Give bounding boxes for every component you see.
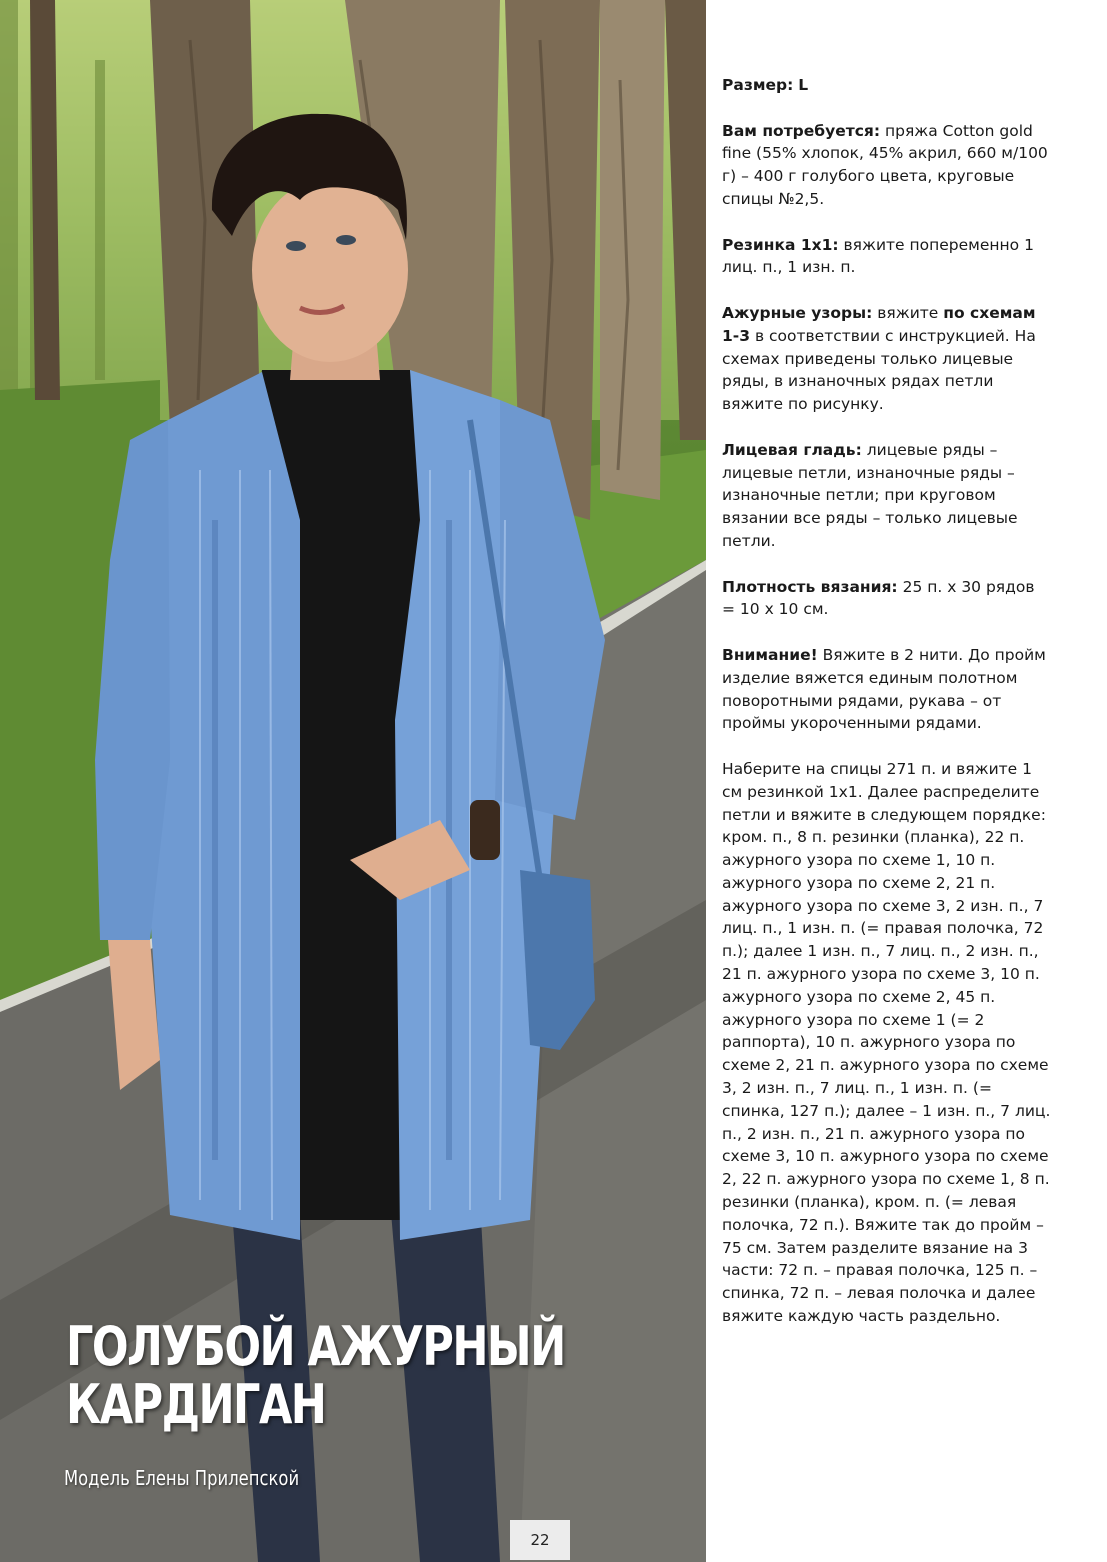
materials-label: Вам потребуется: <box>722 121 881 140</box>
knitting-instructions: Наберите на спицы 271 п. и вяжите 1 см резинкой 1х1. Далее распределите петли и вяжите в следующем порядке: кром. п., 8 п. резинки (планка), 22 п. ажурного узора по схеме 1, 10 п. ажурного узора по схеме 2, 21 п. ажурного узора по схеме 3, 2 изн. п., 7 лиц. п., 1 изн. п. (= правая полочка, 72 п.); далее 1 изн. п., 7 лиц. п., 2 изн. п., 21 п. ажурного узора по схеме 3, 10 п. ажурного узора по схеме 2, 45 п. ажурного узора по схеме 1 (= 2 раппорта), 10 п. ажурного узора по схеме 2, 21 п. ажурного узора по схеме 3, 2 изн. п., 7 лиц. п., 1 изн. п. (= спинка, 127 п.); далее – 1 изн. п., 7 лиц. п., 2 изн. п., 21 п. ажурного узора по схеме 3, 10 п. ажурного узора по схеме 2, 22 п. ажурного узора по схеме 1, 8 п. резинки (планка), кром. п. (= левая полочка, 72 п.). Вяжите так до пройм – 75 см. Затем разделите вязание на 3 части: 72 п. – правая полочка, 125 п. – спинка, 72 п. – левая полочка и далее вяжите каждую часть раздельно. <box>722 759 1051 1326</box>
materials-section <box>722 120 1052 211</box>
size-label: Размер: <box>722 76 794 94</box>
page-number: 22 <box>510 1520 570 1560</box>
rib-label: Резинка 1х1: <box>722 235 839 254</box>
stockinette-text: лицевые ряды – лицевые петли, изнаночные ряды – изнаночные петли; при круговом вязании все ряды – только лицевые петли. <box>722 440 1018 550</box>
title-line-1: ГОЛУБОЙ АЖУРНЫЙ <box>66 1315 565 1378</box>
gauge-label: Плотность вязания: <box>722 577 898 596</box>
rib-section <box>722 234 1052 280</box>
lace-text-1: вяжите <box>877 303 939 322</box>
gauge-section <box>722 576 1052 622</box>
size-value: L <box>798 76 809 94</box>
size-section <box>722 74 1052 97</box>
stockinette-label: Лицевая гладь: <box>722 440 862 459</box>
rib-text: вяжите попеременно 1 лиц. п., 1 изн. п. <box>722 235 1034 277</box>
gauge-text: 25 п. х 30 рядов = 10 х 10 см. <box>722 577 1035 619</box>
lace-section <box>722 302 1052 416</box>
attention-text: Вяжите в 2 нити. До пройм изделие вяжется единым полотном поворотными рядами, рукава – от проймы укороченными рядами. <box>722 645 1046 733</box>
lace-charts-ref: по схемам 1-3 <box>722 303 1036 345</box>
lace-text-2: в соответствии с инструкцией. На схемах приведены только лицевые ряды, в изнаночных рядах петли вяжите по рисунку. <box>722 326 1036 414</box>
title-line-2: КАРДИГАН <box>66 1373 326 1436</box>
lace-label: Ажурные узоры: <box>722 303 873 322</box>
designer-credit: Модель Елены Прилепской <box>64 1466 300 1490</box>
attention-section <box>722 644 1052 735</box>
instructions-column <box>722 74 1052 1351</box>
attention-label: Внимание! <box>722 645 818 664</box>
stockinette-section <box>722 439 1052 553</box>
materials-text: пряжа Cotton gold fine (55% хлопок, 45% акрил, 660 м/100 г) – 400 г голубого цвета, круговые спицы №2,5. <box>722 121 1048 208</box>
article-title <box>66 1315 565 1436</box>
